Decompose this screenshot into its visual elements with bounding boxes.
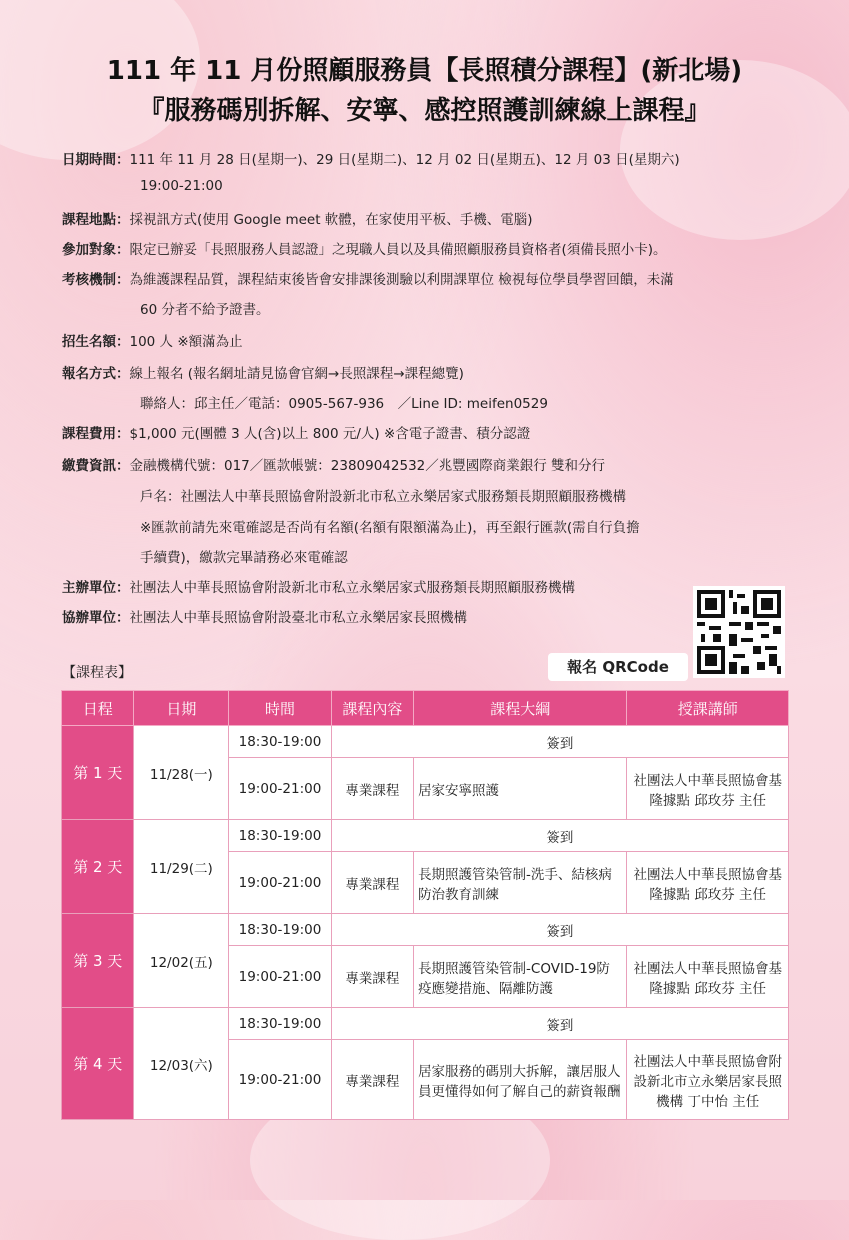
table-header-row	[62, 691, 789, 726]
table-row	[62, 726, 789, 758]
date-cell: 12/03(六)	[134, 1008, 229, 1120]
assess-value: 為維護課程品質，課程結束後皆會安排課後測驗以利開課單位 檢視每位學員學習回饋，未滿	[129, 272, 674, 288]
pay-value: 金融機構代號：017／匯款帳號：23809042532／兆豐國際商業銀行 雙和分行	[129, 458, 606, 474]
signup-qrcode[interactable]	[693, 586, 785, 678]
outline-cell: 長期照護管染管制-COVID-19防疫應變措施、隔離防護	[414, 946, 627, 1008]
target-label: 參加對象：	[62, 242, 130, 258]
qrcode-label: 報名 QRCode	[548, 653, 688, 681]
header-date: 日期	[134, 691, 229, 726]
teacher-cell: 社團法人中華長照協會附設新北市立永樂居家長照機構 丁中怡 主任	[627, 1040, 789, 1120]
day-cell: 第 2 天	[62, 820, 134, 914]
day-cell: 第 1 天	[62, 726, 134, 820]
quota-label: 招生名額：	[62, 334, 130, 350]
table-row	[62, 1008, 789, 1040]
schedule-table	[61, 690, 789, 1120]
signup-label: 報名方式：	[62, 366, 130, 382]
teacher-cell: 社團法人中華長照協會基隆據點 邱玫芬 主任	[627, 946, 789, 1008]
date-value: 111 年 11 月 28 日(星期一)、29 日(星期二)、12 月 02 日(星期五)、12 月 03 日(星期六)	[129, 152, 680, 168]
time-cell: 19:00-21:00	[229, 946, 331, 1008]
pay-note-2: 手續費)，繳款完畢請務必來電確認	[140, 550, 348, 566]
type-cell: 專業課程	[331, 758, 413, 820]
table-row	[62, 820, 789, 852]
date-cell: 12/02(五)	[134, 914, 229, 1008]
schedule-title: 【課程表】	[62, 665, 132, 681]
signup-value: 線上報名 (報名網址請見協會官網→長照課程→課程總覽)	[129, 366, 464, 382]
time-cell: 19:00-21:00	[229, 1040, 331, 1120]
quota-value: 100 人 ※額滿為止	[129, 334, 243, 350]
outline-cell: 居家安寧照護	[414, 758, 627, 820]
checkin-time: 18:30-19:00	[229, 914, 331, 946]
fee-value: $1,000 元(團體 3 人(含)以上 800 元/人) ※含電子證書、積分認證	[129, 426, 531, 442]
day-cell: 第 4 天	[62, 1008, 134, 1120]
time-cell: 19:00-21:00	[229, 852, 331, 914]
location-value: 採視訊方式(使用 Google meet 軟體，在家使用平板、手機、電腦)	[129, 212, 533, 228]
date-label: 日期時間：	[62, 152, 130, 168]
type-cell: 專業課程	[331, 852, 413, 914]
checkin-cell: 簽到	[331, 726, 788, 758]
checkin-time: 18:30-19:00	[229, 820, 331, 852]
time-cell: 19:00-21:00	[229, 758, 331, 820]
header-teacher: 授課講師	[627, 691, 789, 726]
date-cell: 11/29(二)	[134, 820, 229, 914]
date-time: 19:00-21:00	[140, 178, 223, 194]
assess-label: 考核機制：	[62, 272, 130, 288]
checkin-time: 18:30-19:00	[229, 1008, 331, 1040]
account-name: 戶名：社團法人中華長照協會附設新北市私立永樂居家式服務類長期照顧服務機構	[140, 489, 626, 505]
date-cell: 11/28(一)	[134, 726, 229, 820]
header-time: 時間	[229, 691, 331, 726]
checkin-time: 18:30-19:00	[229, 726, 331, 758]
host-value: 社團法人中華長照協會附設新北市私立永樂居家式服務類長期照顧服務機構	[129, 580, 575, 596]
assess-value-2: 60 分者不給予證書。	[140, 302, 270, 318]
header-outline: 課程大綱	[414, 691, 627, 726]
type-cell: 專業課程	[331, 946, 413, 1008]
target-value: 限定已辦妥「長照服務人員認證」之現職人員以及具備照顧服務員資格者(須備長照小卡)。	[129, 242, 667, 258]
teacher-cell: 社團法人中華長照協會基隆據點 邱玫芬 主任	[627, 758, 789, 820]
page-title: 111 年 11 月份照顧服務員【長照積分課程】(新北場)	[106, 56, 743, 86]
co-value: 社團法人中華長照協會附設臺北市私立永樂居家長照機構	[129, 610, 467, 626]
fee-label: 課程費用：	[62, 426, 130, 442]
day-cell: 第 3 天	[62, 914, 134, 1008]
host-label: 主辦單位：	[62, 580, 130, 596]
checkin-cell: 簽到	[331, 1008, 788, 1040]
outline-cell: 居家服務的碼別大拆解，讓居服人員更懂得如何了解自己的薪資報酬	[414, 1040, 627, 1120]
location-label: 課程地點：	[62, 212, 130, 228]
header-day: 日程	[62, 691, 134, 726]
teacher-cell: 社團法人中華長照協會基隆據點 邱玫芬 主任	[627, 852, 789, 914]
type-cell: 專業課程	[331, 1040, 413, 1120]
checkin-cell: 簽到	[331, 914, 788, 946]
co-label: 協辦單位：	[62, 610, 130, 626]
pay-label: 繳費資訊：	[62, 458, 130, 474]
outline-cell: 長期照護管染管制-洗手、結核病防治教育訓練	[414, 852, 627, 914]
page-subtitle: 『服務碼別拆解、安寧、感控照護訓練線上課程』	[138, 96, 711, 126]
contact-info: 聯絡人：邱主任／電話：0905-567-936 ／Line ID: meifen0529	[140, 396, 548, 412]
pay-note: ※匯款前請先來電確認是否尚有名額(名額有限額滿為止)，再至銀行匯款(需自行負擔	[140, 520, 640, 536]
header-type: 課程內容	[331, 691, 413, 726]
checkin-cell: 簽到	[331, 820, 788, 852]
table-row	[62, 914, 789, 946]
